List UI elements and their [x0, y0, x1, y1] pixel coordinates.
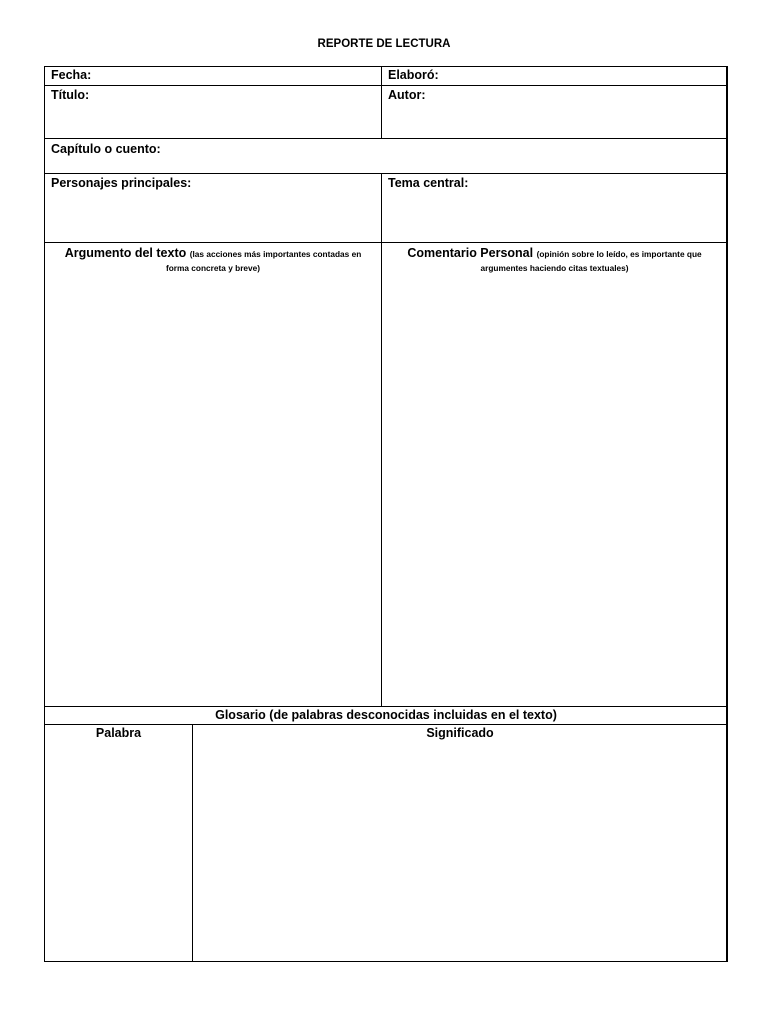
- personajes-label: Personajes principales:: [51, 176, 192, 190]
- page-title: REPORTE DE LECTURA: [317, 38, 451, 50]
- glossary-title: Glosario (de palabras desconocidas incluidas en el texto): [215, 708, 557, 722]
- elaboro-field[interactable]: [382, 67, 727, 85]
- elaboro-label: Elaboró:: [388, 68, 439, 82]
- titulo-label: Título:: [51, 88, 90, 102]
- argumento-heading: [45, 247, 381, 275]
- tema-field[interactable]: [382, 174, 727, 242]
- comentario-heading: [382, 247, 727, 275]
- argumento-title: Argumento del texto: [64, 246, 187, 260]
- reading-report-form: [44, 66, 728, 962]
- autor-label: Autor:: [388, 88, 426, 102]
- fecha-label: Fecha:: [51, 68, 92, 82]
- comentario-note-line1: (opinión sobre lo leído, es importante que: [536, 249, 702, 259]
- autor-field[interactable]: [382, 86, 727, 138]
- comentario-area[interactable]: [382, 243, 727, 706]
- capitulo-label: Capítulo o cuento:: [51, 142, 161, 156]
- tema-label: Tema central:: [388, 176, 469, 190]
- comentario-title: Comentario Personal: [407, 246, 534, 260]
- glossary-header: [45, 707, 727, 724]
- capitulo-field[interactable]: [45, 139, 727, 173]
- glossary-word-column[interactable]: [45, 725, 192, 962]
- glossary-word-header: Palabra: [95, 726, 142, 740]
- fecha-field[interactable]: [45, 67, 381, 85]
- personajes-field[interactable]: [45, 174, 381, 242]
- comentario-note-line2: argumentes haciendo citas textuales): [480, 263, 629, 273]
- glossary-meaning-header: Significado: [426, 726, 494, 740]
- argumento-area[interactable]: [45, 243, 381, 706]
- argumento-note-line1: (las acciones más importantes contadas en: [189, 249, 362, 259]
- argumento-note-line2: forma concreta y breve): [165, 263, 261, 273]
- glossary-meaning-column[interactable]: [193, 725, 727, 962]
- titulo-field[interactable]: [45, 86, 381, 138]
